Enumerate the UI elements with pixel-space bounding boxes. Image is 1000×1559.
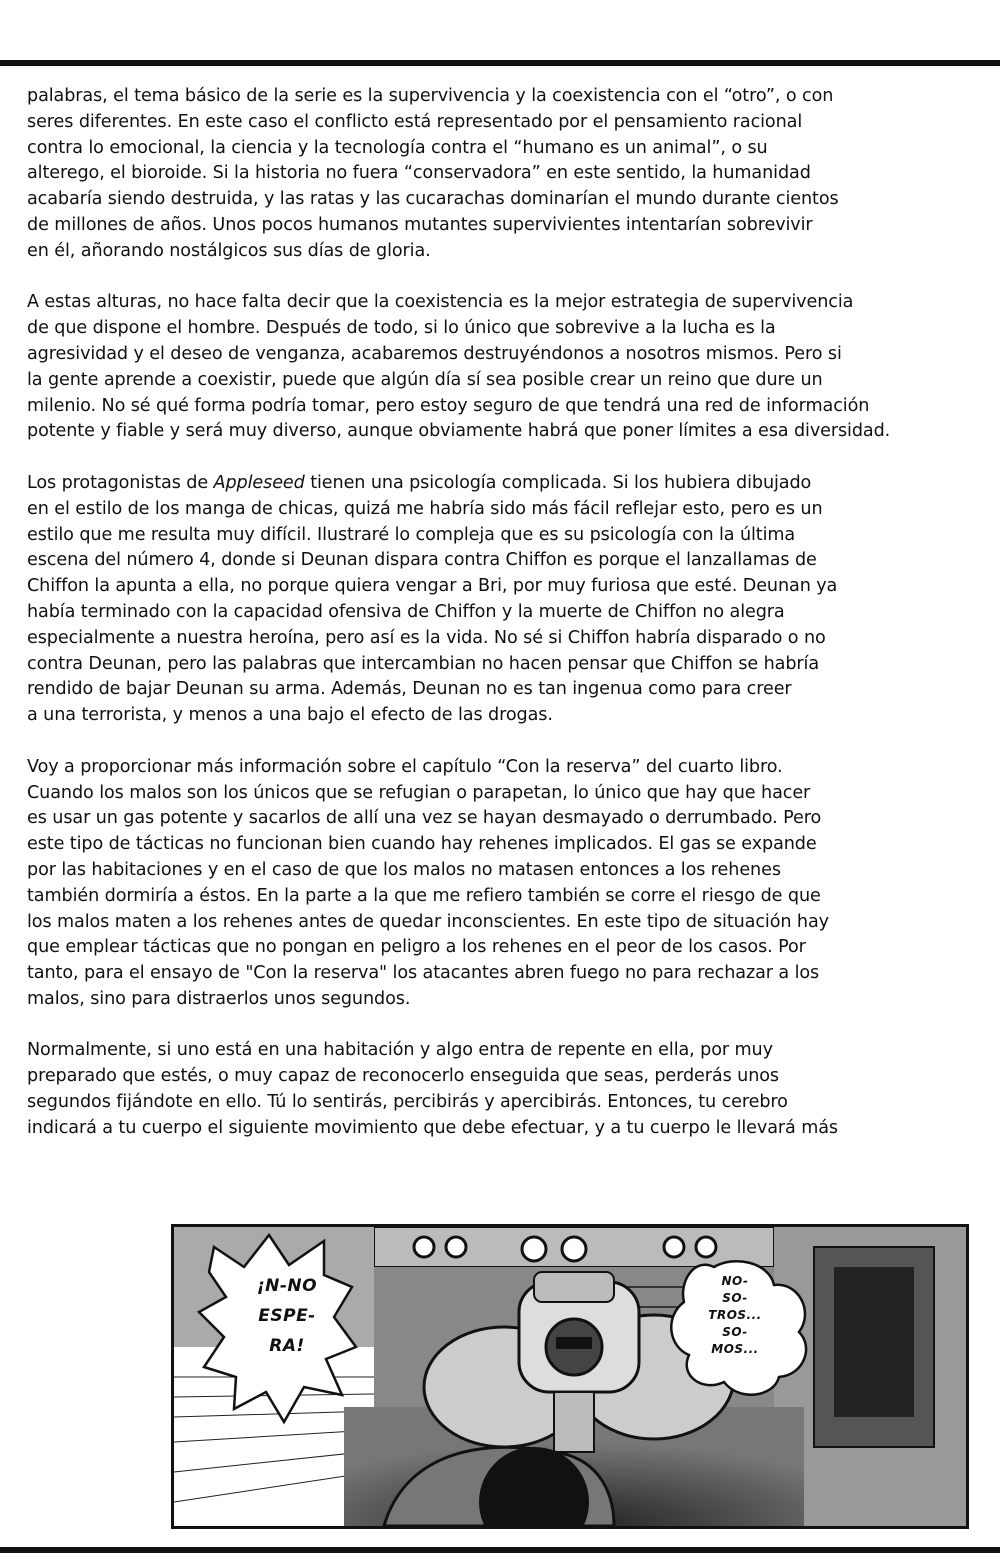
text-line: preparado que estés, o muy capaz de reconocerlo enseguida que seas, perderás unos bbox=[27, 1066, 779, 1087]
text-line: potente y fiable y será muy diverso, aunque obviamente habrá que poner límites a esa diversidad. bbox=[27, 421, 891, 442]
text-line: rendido de bajar Deunan su arma. Además, Deunan no es tan ingenua como para creer bbox=[27, 679, 792, 700]
paragraph-3 bbox=[27, 471, 985, 729]
text-line: Chiffon la apunta a ella, no porque quiera vengar a Bri, por muy furiosa que esté. Deunan ya bbox=[27, 576, 838, 597]
text-line: alterego, el bioroide. Si la historia no fuera “conservadora” en este sentido, la humanidad bbox=[27, 163, 811, 184]
text-line: había terminado con la capacidad ofensiva de Chiffon y la muerte de Chiffon no alegra bbox=[27, 601, 785, 622]
text-line: de millones de años. Unos pocos humanos mutantes supervivientes intentarían sobrevivir bbox=[27, 214, 813, 235]
text-line: Cuando los malos son los únicos que se refugian o parapetan, lo único que hay que hacer bbox=[27, 782, 811, 803]
bubble-line: ¡N-NO bbox=[256, 1276, 318, 1296]
text-line: a una terrorista, y menos a una bajo el efecto de las drogas. bbox=[27, 705, 553, 726]
text-line: por las habitaciones y en el caso de que los malos no matasen entonces a los rehenes bbox=[27, 859, 781, 880]
paragraph-2 bbox=[27, 290, 985, 445]
bubble-line: NO- bbox=[721, 1274, 749, 1288]
text-line: Voy a proporcionar más información sobre el capítulo “Con la reserva” del cuarto libro. bbox=[27, 756, 783, 777]
text-line: es usar un gas potente y sacarlos de allí una vez se hayan desmayado o derrumbado. Pero bbox=[27, 808, 822, 829]
bubble-line: MOS... bbox=[711, 1342, 759, 1356]
text-line: este tipo de tácticas no funcionan bien cuando hay rehenes implicados. El gas se expande bbox=[27, 834, 817, 855]
bubble-line: SO- bbox=[722, 1325, 748, 1339]
bubble-line: SO- bbox=[722, 1291, 748, 1305]
text-line: seres diferentes. En este caso el conflicto está representado por el pensamiento racional bbox=[27, 111, 803, 132]
body-text bbox=[27, 84, 985, 1142]
text-line: malos, sino para distraerlos unos segundos. bbox=[27, 988, 411, 1009]
text-line: de que dispone el hombre. Después de todo, si lo único que sobrevive a la lucha es la bbox=[27, 318, 776, 339]
text-line: estilo que me resulta muy difícil. Ilustraré lo compleja que es su psicología con la última bbox=[27, 524, 796, 545]
text-line: milenio. No sé qué forma podría tomar, pero estoy seguro de que tendrá una red de información bbox=[27, 395, 870, 416]
text-line: segundos fijándote en ello. Tú lo sentirás, percibirás y apercibirás. Entonces, tu cerebro bbox=[27, 1092, 788, 1113]
book-title: Appleseed bbox=[213, 472, 305, 493]
bubble-left-text bbox=[232, 1271, 342, 1361]
text-line: que emplear tácticas que no pongan en peligro a los rehenes en el peor de los casos. Por bbox=[27, 937, 806, 958]
text-line: A estas alturas, no hace falta decir que la coexistencia es la mejor estrategia de supervivencia bbox=[27, 292, 854, 313]
ceiling-lights bbox=[414, 1237, 716, 1261]
bottom-rule bbox=[0, 1547, 1000, 1553]
text-line: especialmente a nuestra heroína, pero así es la vida. No sé si Chiffon habría disparado o no bbox=[27, 627, 826, 648]
text-line: también dormiría a éstos. En la parte a la que me refiero también se corre el riesgo de que bbox=[27, 885, 821, 906]
bubble-line: ESPE- bbox=[258, 1306, 316, 1326]
text-line: tanto, para el ensayo de "Con la reserva" los atacantes abren fuego no para rechazar a los bbox=[27, 963, 820, 984]
text-line: indicará a tu cuerpo el siguiente movimiento que debe efectuar, y a tu cuerpo le llevará más bbox=[27, 1117, 838, 1138]
paragraph-1 bbox=[27, 84, 985, 265]
bubble-line: TROS... bbox=[708, 1308, 762, 1322]
text-line: escena del número 4, donde si Deunan dispara contra Chiffon es porque el lanzallamas de bbox=[27, 550, 817, 571]
text-line: Normalmente, si uno está en una habitación y algo entra de repente en ella, por muy bbox=[27, 1040, 773, 1061]
text-line: en el estilo de los manga de chicas, quizá me habría sido más fácil reflejar esto, pero es un bbox=[27, 498, 823, 519]
text-line: contra Deunan, pero las palabras que intercambian no hacen pensar que Chiffon se habría bbox=[27, 653, 820, 674]
text-line: los malos maten a los rehenes antes de quedar inconscientes. En este tipo de situación hay bbox=[27, 911, 829, 932]
text-line: Los protagonistas de Appleseed tienen una psicología complicada. Si los hubiera dibujado bbox=[27, 472, 812, 493]
manga-panel bbox=[171, 1224, 969, 1529]
text-line: en él, añorando nostálgicos sus días de gloria. bbox=[27, 240, 431, 261]
paragraph-4 bbox=[27, 755, 985, 1013]
top-rule bbox=[0, 60, 1000, 66]
paragraph-5 bbox=[27, 1038, 985, 1141]
text-line: palabras, el tema básico de la serie es la supervivencia y la coexistencia con el “otro”, o con bbox=[27, 86, 834, 106]
bubble-line: RA! bbox=[269, 1336, 305, 1356]
text-line: agresividad y el deseo de venganza, acabaremos destruyéndonos a nosotros mismos. Pero si bbox=[27, 343, 842, 364]
bubble-right-text bbox=[690, 1273, 780, 1358]
text-line: acabaría siendo destruida, y las ratas y las cucarachas dominarían el mundo durante cientos bbox=[27, 189, 839, 210]
text-line: contra lo emocional, la ciencia y la tecnología contra el “humano es un animal”, o su bbox=[27, 137, 768, 158]
text-line: la gente aprende a coexistir, puede que algún día sí sea posible crear un reino que dure un bbox=[27, 369, 823, 390]
